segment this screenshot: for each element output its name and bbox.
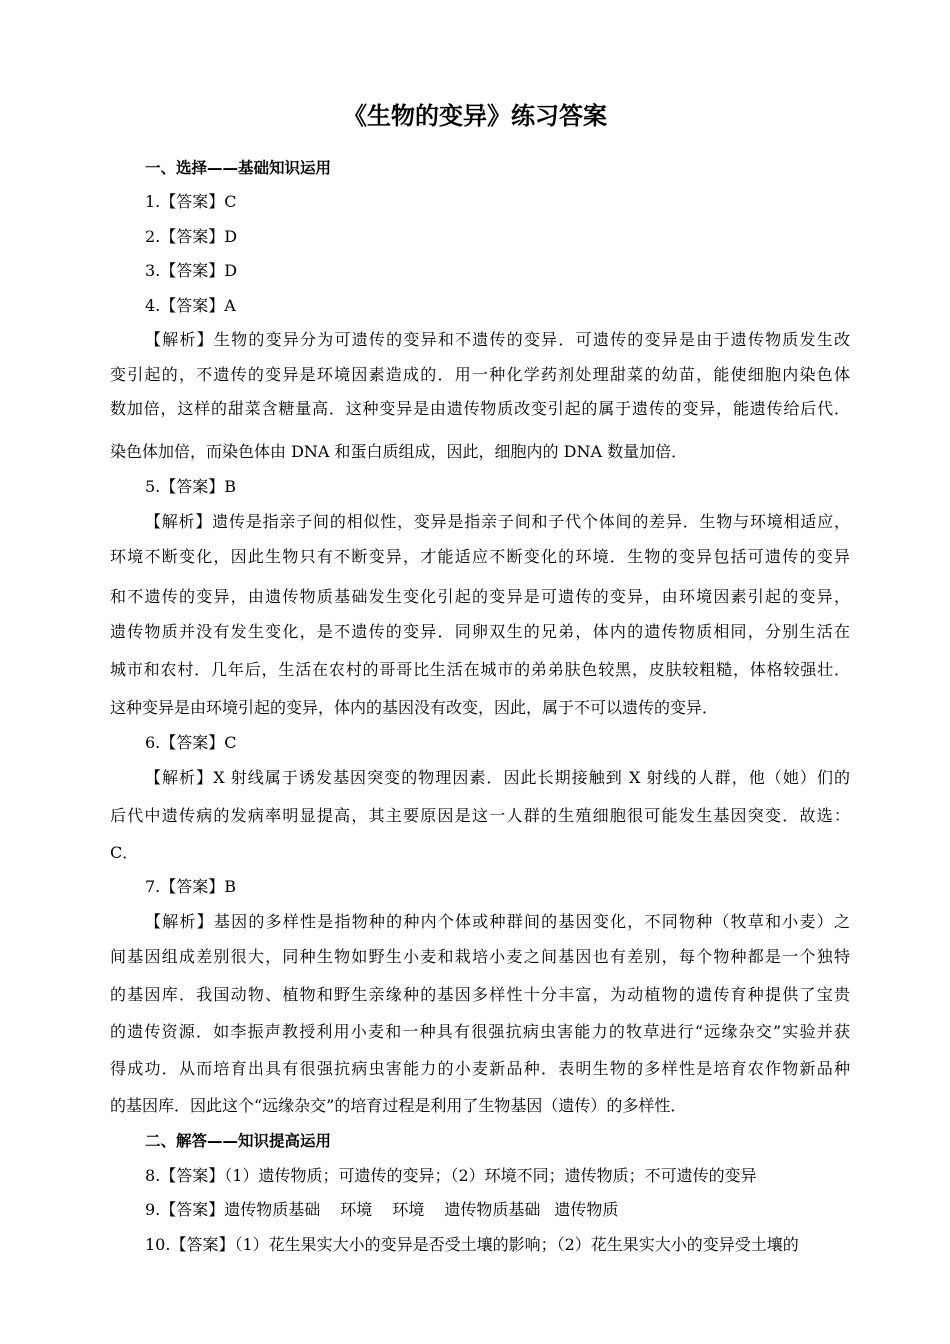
answer-q7: 7.【答案】B bbox=[145, 877, 237, 896]
explanation-q6-line: 后代中遗传病的发病率明显提高，其主要原因是这一人群的生殖细胞很可能发生基因突变．故选： bbox=[110, 806, 850, 825]
explanation-q4-line: 染色体加倍，而染色体由 DNA 和蛋白质组成，因此，细胞内的 DNA 数量加倍． bbox=[110, 442, 688, 461]
answer-q9-label: 9.【答案】 bbox=[145, 1200, 225, 1219]
explanation-q7-line: 的基因库．我国动物、植物和野生亲缘种的基因多样性十分丰富，为动植物的遗传育种提供了宝贵 bbox=[110, 985, 850, 1004]
explanation-q7-line: 的遗传资源．如李振声教授利用小麦和一种具有很强抗病虫害能力的牧草进行“远缘杂交”实验并获 bbox=[110, 1022, 850, 1041]
explanation-q5-line: 城市和农村．几年后，生活在农村的哥哥比生活在城市的弟弟肤色较黑，皮肤较粗糙，体格较强壮． bbox=[110, 660, 850, 679]
answer-q9-blank: 环境 bbox=[392, 1200, 425, 1219]
answer-q4: 4.【答案】A bbox=[145, 296, 236, 315]
explanation-q5-line: 遗传物质并没有发生变化，是不遗传的变异．同卵双生的兄弟，体内的遗传物质相同，分别生活在 bbox=[110, 622, 850, 641]
explanation-q4-line: 【解析】生物的变异分为可遗传的变异和不遗传的变异．可遗传的变异是由于遗传物质发生改 bbox=[145, 330, 850, 349]
answer-q5: 5.【答案】B bbox=[145, 477, 237, 496]
section-heading-answer: 二、解答——知识提高运用 bbox=[145, 1132, 332, 1150]
explanation-q6-line: C． bbox=[110, 843, 139, 862]
section-heading-choice: 一、选择——基础知识运用 bbox=[145, 159, 332, 177]
explanation-q5-line: 这种变异是由环境引起的变异，体内的基因没有改变，因此，属于不可以遗传的变异． bbox=[110, 698, 719, 717]
explanation-q5-line: 【解析】遗传是指亲子间的相似性，变异是指亲子间和子代个体间的差异．生物与环境相适应， bbox=[145, 512, 850, 531]
answer-q9-blank: 遗传物质基础 bbox=[224, 1200, 321, 1219]
explanation-q7-line: 间基因组成差别很大，同种生物如野生小麦和栽培小麦之间基因也有差别，每个物种都是一个独特 bbox=[110, 947, 850, 966]
answer-q1: 1.【答案】C bbox=[145, 192, 237, 211]
answer-q6: 6.【答案】C bbox=[145, 733, 237, 752]
explanation-q6-line: 【解析】X 射线属于诱发基因突变的物理因素．因此长期接触到 X 射线的人群，他（她）们的 bbox=[145, 768, 850, 787]
explanation-q4-line: 变引起的，不遗传的变异是环境因素造成的．用一种化学药剂处理甜菜的幼苗，能使细胞内染色体 bbox=[110, 365, 850, 384]
explanation-q7-line: 【解析】基因的多样性是指物种的种内个体或种群间的基因变化，不同物种（牧草和小麦）之 bbox=[145, 912, 850, 931]
answer-q10: 10.【答案】（1）花生果实大小的变异是否受土壤的影响；（2）花生果实大小的变异受土壤的 bbox=[145, 1235, 799, 1254]
answer-q9 bbox=[145, 1199, 885, 1221]
answer-q2: 2.【答案】D bbox=[145, 227, 238, 246]
explanation-q7-line: 得成功．从而培育出具有很强抗病虫害能力的小麦新品种．表明生物的多样性是培育农作物新品种 bbox=[110, 1059, 850, 1078]
explanation-q5-line: 和不遗传的变异，由遗传物质基础发生变化引起的变异是可遗传的变异，由环境因素引起的变异， bbox=[110, 587, 850, 606]
answer-q9-blank: 环境 bbox=[340, 1200, 373, 1219]
explanation-q5-line: 环境不断变化，因此生物只有不断变异，才能适应不断变化的环境．生物的变异包括可遗传的变异 bbox=[110, 547, 850, 566]
explanation-q4-line: 数加倍，这样的甜菜含糖量高．这种变异是由遗传物质改变引起的属于遗传的变异，能遗传给后代． bbox=[110, 399, 850, 418]
explanation-q7-line: 的基因库．因此这个“远缘杂交”的培育过程是利用了生物基因（遗传）的多样性． bbox=[110, 1096, 687, 1115]
page-title: 《生物的变异》练习答案 bbox=[343, 102, 607, 130]
answer-q8: 8.【答案】（1）遗传物质；可遗传的变异；（2）环境不同；遗传物质；不可遗传的变异 bbox=[145, 1166, 757, 1185]
answer-q3: 3.【答案】D bbox=[145, 261, 238, 280]
answer-q9-blank: 遗传物质基础 bbox=[444, 1200, 541, 1219]
answer-q9-blank: 遗传物质 bbox=[554, 1200, 619, 1219]
